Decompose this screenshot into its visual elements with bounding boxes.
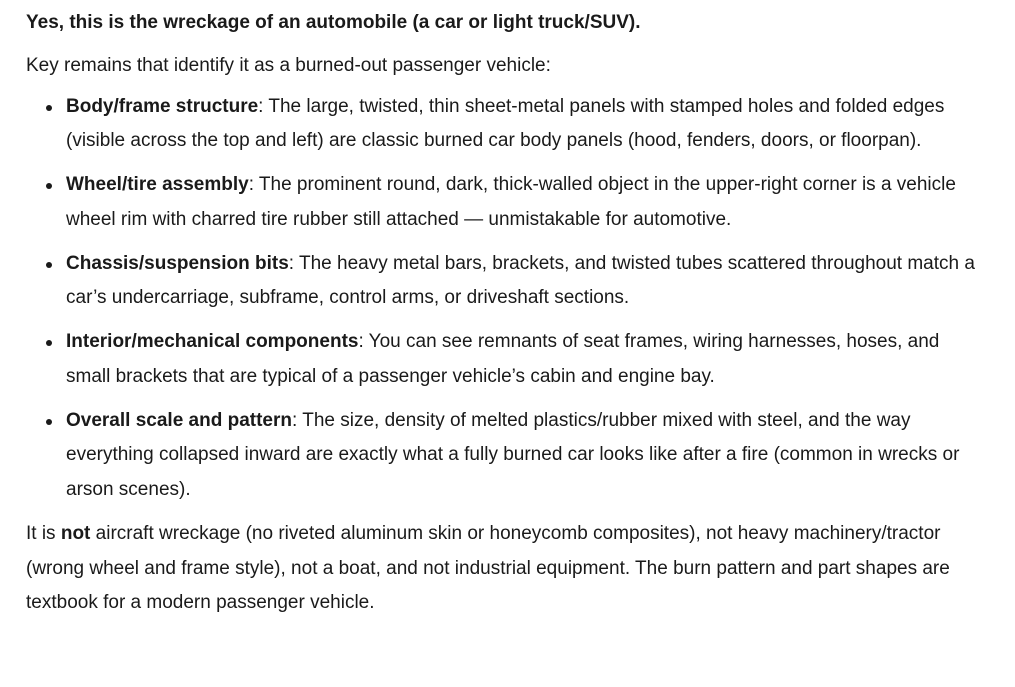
evidence-list [26,90,986,508]
list-item-term: Chassis/suspension bits [66,252,289,274]
chat-response [26,5,986,621]
list-item-term: Wheel/tire assembly [66,174,249,195]
closing-after: aircraft wreckage (no riveted aluminum skin or honeycomb composites), not heavy machinery/tractor (wrong wheel and frame style), not a boat, and not industrial equipment. The burn pattern and part shapes are textbook for a modern passenger vehicle. [26,523,950,613]
list-item-text: : The large, twisted, thin sheet-metal panels with stamped holes and folded edges (visible across the top and left) are classic burned car body panels (hood, fenders, doors, or floorpan). [66,95,945,151]
list-item-body-frame [66,90,986,159]
list-item-interior [66,325,986,394]
list-item-chassis [66,247,986,316]
list-item-text: : You can see remnants of seat frames, wiring harnesses, hoses, and small brackets that are typical of a passenger vehicle’s cabin and engine bay. [66,331,940,387]
list-item-scale-pattern [66,404,986,508]
closing-before: It is [26,523,61,544]
list-item-text: : The size, density of melted plastics/rubber mixed with steel, and the way everything collapsed inward are exactly what a fully burned car looks like after a fire (common in wrecks or arson scenes). [66,409,960,500]
intro-text: Key remains that identify it as a burned-out passenger vehicle: [26,55,551,76]
list-item-text: : The prominent round, dark, thick-walled object in the upper-right corner is a vehicle wheel rim with charred tire rubber still attached — unmistakable for automotive. [66,174,956,230]
list-item-text: : The heavy metal bars, brackets, and twisted tubes scattered throughout match a car’s undercarriage, subframe, control arms, or driveshaft sections. [66,252,975,308]
list-item-term: Interior/mechanical components [66,331,359,352]
closing-emphasis: not [60,523,91,544]
list-item-wheel-tire [66,168,986,237]
list-item-term: Overall scale and pattern [66,409,292,431]
answer-heading: Yes, this is the wreckage of an automobile (a car or light truck/SUV). [26,12,641,33]
closing-paragraph [26,517,986,621]
list-item-term: Body/frame structure [66,95,259,117]
